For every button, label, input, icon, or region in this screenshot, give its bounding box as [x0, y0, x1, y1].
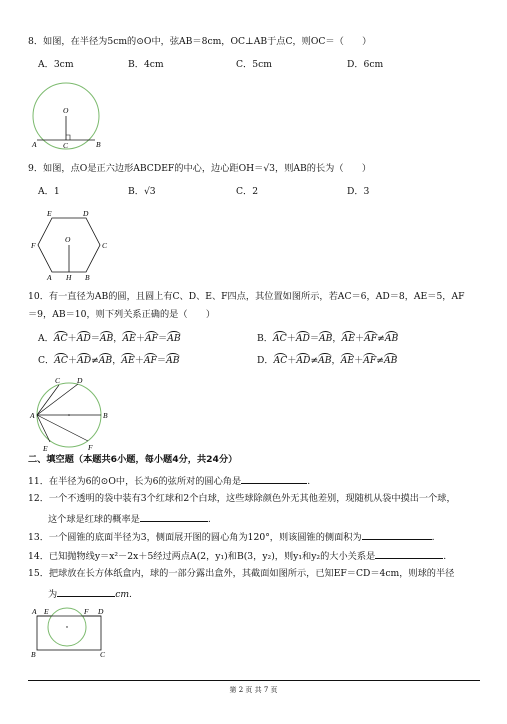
q10-option-c: C．AC＋AD≠AB，AE＋AF＝AB: [38, 355, 180, 366]
q10-label-f: F: [88, 443, 93, 452]
q8-stem: 8．如图，在半径为5cm的⊙O中，弦AB＝8cm，OC⊥AB于点C，则OC＝（ ）: [28, 36, 372, 47]
q9-stem: 9．如图，点O是正六边形ABCDEF的中心，边心距OH＝√3，则AB的长为（ ）: [28, 163, 372, 174]
q15-label-c: C: [100, 650, 106, 659]
q10-figure: [30, 376, 110, 451]
q15-label-d: D: [98, 607, 104, 616]
q9-label-o: O: [65, 235, 71, 244]
footer-rule: [28, 680, 480, 681]
q10-stem-line1: 10．有一直径为AB的圆，且圆上有C、D、E、F四点，其位置如图所示，若AC＝6，AD＝8，AE＝5，AF: [28, 291, 465, 302]
q15-line1: 15．把球放在长方体纸盒内，球的一部分露出盒外，其截面如图所示，已知EF＝CD＝4cm，则球的半径: [28, 568, 455, 579]
q15-label-f: F: [84, 607, 89, 616]
q8-option-d: D．6cm: [347, 59, 384, 70]
q14: 14．已知抛物线y＝x²－2x＋5经过两点A(2，y₁)和B(3，y₂)，则y₁和y₂的大小关系是 .: [28, 551, 447, 562]
q8-label-b: B: [96, 140, 101, 149]
q15-figure: [28, 604, 118, 660]
q9-label-c: C: [102, 241, 108, 250]
q10-label-b: B: [103, 411, 108, 420]
q10-label-c: C: [55, 376, 61, 385]
q9-option-a: A．1: [38, 186, 60, 197]
q9-option-b: B．√3: [128, 186, 156, 197]
q8-option-c: C．5cm: [236, 59, 272, 70]
q13-answer-blank: [362, 530, 432, 540]
q8-option-b: B．4cm: [128, 59, 164, 70]
q15-label-a: A: [32, 607, 37, 616]
q15-label-b: B: [31, 650, 36, 659]
q14-answer-blank: [375, 549, 443, 559]
q8-option-a: A．3cm: [38, 59, 74, 70]
q10-option-b: B．AC＋AD＝AB，AE＋AF≠AB: [257, 333, 399, 344]
q10-label-e: E: [43, 444, 48, 453]
q11: 11．在半径为6的⊙O中，长为6的弦所对的圆心角是 .: [28, 476, 311, 487]
q9-label-e: E: [47, 209, 52, 218]
q10-option-d: D．AC＋AD≠AB，AE＋AF≠AB: [257, 355, 398, 366]
q12-line2: 这个球是红球的概率是 .: [48, 514, 211, 525]
q8-label-o: O: [63, 106, 69, 115]
page-footer: 第 2 页 共 7 页: [229, 686, 278, 694]
q10-stem-line2: ＝9，AB＝10，则下列关系正确的是（ ）: [28, 309, 216, 320]
q8-label-a: A: [32, 140, 37, 149]
q10-label-a: A: [30, 411, 35, 420]
q9-figure: [30, 208, 110, 283]
q11-answer-blank: [241, 474, 307, 484]
q12-answer-blank: [140, 512, 208, 522]
section-heading: 二、填空题（本题共6小题，每小题4分，共24分）: [28, 454, 238, 465]
q10-label-d: D: [77, 376, 83, 385]
q9-label-h: H: [66, 273, 72, 282]
q12-line1: 12．一个不透明的袋中装有3个红球和2个白球，这些球除颜色外无其他差别，现随机从袋中摸出一个球，: [28, 493, 456, 504]
q15-line2: 为 cm.: [48, 589, 132, 600]
q15-label-e: E: [44, 607, 49, 616]
q9-option-d: D．3: [347, 186, 370, 197]
q15-answer-blank: [57, 587, 115, 597]
q9-label-a: A: [47, 273, 52, 282]
q10-option-a: A．AC＋AD＝AB，AE＋AF＝AB: [38, 333, 181, 344]
q9-label-b: B: [85, 273, 90, 282]
q9-label-d: D: [83, 209, 89, 218]
q8-figure: [28, 80, 108, 155]
q13: 13．一个圆锥的底面半径为3，侧面展开图的圆心角为120°，则该圆锥的侧面积为 .: [28, 532, 435, 543]
q9-option-c: C．2: [236, 186, 259, 197]
q9-label-f: F: [31, 241, 36, 250]
q8-label-c: C: [63, 141, 69, 150]
